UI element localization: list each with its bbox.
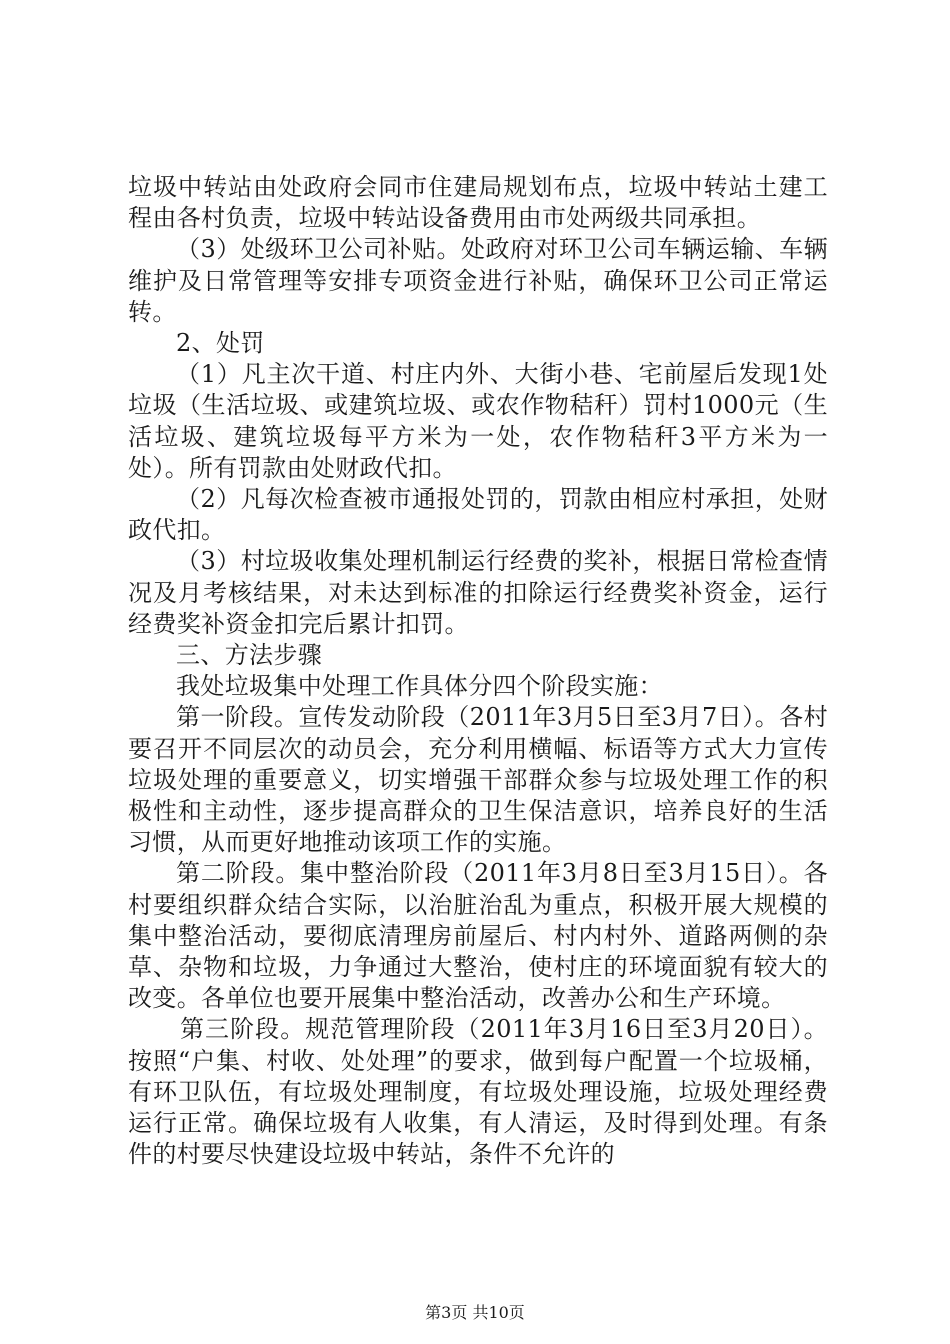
paragraph: 第二阶段。集中整治阶段（2011年3月8日至3月15日）。各村要组织群众结合实际，以治脏治乱为重点，积极开展大规模的集中整治活动，要彻底清理房前屋后、村内村外、道路两侧的杂草、杂物和垃圾，力争通过大整治，使村庄的环境面貌有较大的改变。各单位也要开展集中整治活动，改善办公和生产环境。 [128, 859, 828, 1013]
document-body [128, 172, 828, 1171]
section-heading: 2、处罚 [176, 329, 265, 358]
paragraph: 我处垃圾集中处理工作具体分四个阶段实施： [176, 672, 663, 701]
section-heading: 三、方法步骤 [176, 641, 323, 670]
paragraph: （1）凡主次干道、村庄内外、大街小巷、宅前屋后发现1处垃圾（生活垃圾、或建筑垃圾、或农作物秸秆）罚村1000元（生活垃圾、建筑垃圾每平方米为一处，农作物秸秆3平方米为一处）。所有罚款由处财政代扣。 [128, 360, 828, 482]
paragraph: 第三阶段。规范管理阶段（2011年3月16日至3月20日）。按照“户集、村收、处处理”的要求，做到每户配置一个垃圾桶，有环卫队伍，有垃圾处理制度，有垃圾处理设施，垃圾处理经费运行正常。确保垃圾有人收集，有人清运，及时得到处理。有条件的村要尽快建设垃圾中转站，条件不允许的 [128, 1015, 828, 1169]
paragraph: 第一阶段。宣传发动阶段（2011年3月5日至3月7日）。各村要召开不同层次的动员会，充分利用横幅、标语等方式大力宣传垃圾处理的重要意义，切实增强干部群众参与垃圾处理工作的积极性和主动性，逐步提高群众的卫生保洁意识，培养良好的生活习惯，从而更好地推动该项工作的实施。 [128, 703, 828, 857]
paragraph: 垃圾中转站由处政府会同市住建局规划布点，垃圾中转站土建工程由各村负责，垃圾中转站设备费用由市处两级共同承担。 [128, 173, 828, 233]
paragraph: （2）凡每次检查被市通报处罚的，罚款由相应村承担，处财政代扣。 [128, 485, 828, 545]
paragraph: （3）处级环卫公司补贴。处政府对环卫公司车辆运输、车辆维护及日常管理等安排专项资金进行补贴，确保环卫公司正常运转。 [128, 235, 828, 326]
page-footer: 第3页 共10页 [425, 1303, 525, 1322]
paragraph: （3）村垃圾收集处理机制运行经费的奖补，根据日常检查情况及月考核结果，对未达到标准的扣除运行经费奖补资金，运行经费奖补资金扣完后累计扣罚。 [128, 547, 828, 638]
